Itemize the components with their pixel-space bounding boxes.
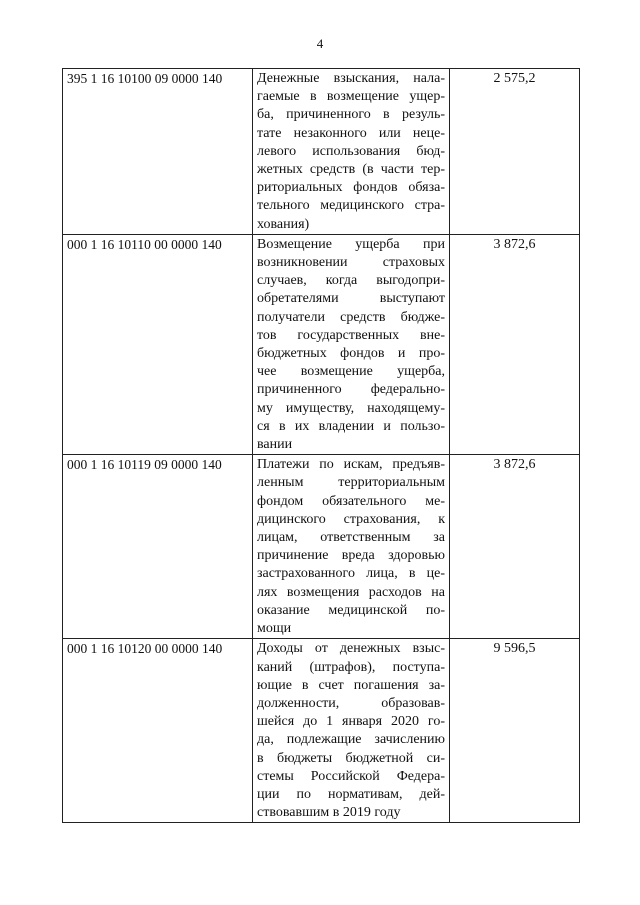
description-cell (253, 234, 450, 454)
description-line: ся в их владении и пользо- (257, 418, 445, 434)
budget-code-cell: 000 1 16 10120 00 0000 140 (63, 639, 253, 823)
description-line: в бюджеты бюджетной си- (257, 750, 445, 766)
description-cell (253, 69, 450, 235)
description-line: риториальных фондов обяза- (257, 180, 445, 196)
description-line: Доходы от денежных взыс- (257, 641, 445, 657)
description-line: гаемые в возмещение ущер- (257, 89, 445, 105)
description-line: тельного медицинского стра- (257, 198, 445, 214)
description-line: вании (257, 437, 293, 453)
description-line: жетных средств (в части тер- (257, 162, 445, 178)
description-line: оказание медицинской по- (257, 602, 445, 618)
description-line: лях возмещения расходов на (257, 584, 445, 600)
description-line: ленным территориальным (257, 475, 445, 491)
description-line: левого использования бюд- (257, 143, 445, 159)
description-line: возникновении страховых (257, 255, 445, 271)
table-row (63, 234, 580, 454)
budget-code-cell: 000 1 16 10110 00 0000 140 (63, 234, 253, 454)
description-line: получатели средств бюдже- (257, 309, 445, 325)
description-line: чее возмещение ущерба, (257, 364, 445, 380)
description-line: хования) (257, 216, 310, 232)
amount-cell: 9 596,5 (450, 639, 580, 823)
description-line: Возмещение ущерба при (257, 236, 445, 252)
budget-revenue-table (62, 68, 580, 823)
table-body (63, 69, 580, 823)
description-line: бюджетных фондов и про- (257, 346, 445, 362)
description-line: тов государственных вне- (257, 327, 445, 343)
description-line: ствовавшим в 2019 году (257, 805, 401, 821)
description-line: ющие в счет погашения за- (257, 677, 445, 693)
table-row (63, 639, 580, 823)
description-line: причинение вреда здоровью (257, 548, 445, 564)
description-line: Денежные взыскания, нала- (257, 71, 445, 86)
description-line: причиненного федерально- (257, 382, 445, 398)
description-line: Платежи по искам, предъяв- (257, 457, 445, 473)
description-line: мощи (257, 621, 292, 637)
description-line: случаев, когда выгодопри- (257, 273, 445, 289)
description-line: ции по нормативам, дей- (257, 786, 445, 802)
table-row (63, 69, 580, 235)
description-line: стемы Российской Федера- (257, 768, 445, 784)
description-line: каний (штрафов), поступа- (257, 659, 445, 675)
description-line: лицам, ответственным за (257, 530, 445, 546)
page-number: 4 (316, 36, 324, 51)
description-cell (253, 639, 450, 823)
table-row (63, 455, 580, 639)
description-line: шейся до 1 января 2020 го- (257, 714, 445, 730)
description-line: долженности, образовав- (257, 695, 445, 711)
description-line: тате незаконного или неце- (257, 125, 445, 141)
description-line: обретателями выступают (257, 291, 445, 307)
amount-cell: 3 872,6 (450, 455, 580, 639)
description-line: да, подлежащие зачислению (257, 732, 445, 748)
description-line: застрахованного лица, в це- (257, 566, 445, 582)
budget-code-cell: 000 1 16 10119 09 0000 140 (63, 455, 253, 639)
description-line: ба, причиненного в резуль- (257, 107, 445, 123)
description-cell (253, 455, 450, 639)
budget-code-cell: 395 1 16 10100 09 0000 140 (63, 69, 253, 235)
description-line: дицинского страхования, к (257, 511, 445, 527)
description-line: му имуществу, находящему- (257, 400, 445, 416)
amount-cell: 2 575,2 (450, 69, 580, 235)
amount-cell: 3 872,6 (450, 234, 580, 454)
description-line: фондом обязательного ме- (257, 493, 445, 509)
